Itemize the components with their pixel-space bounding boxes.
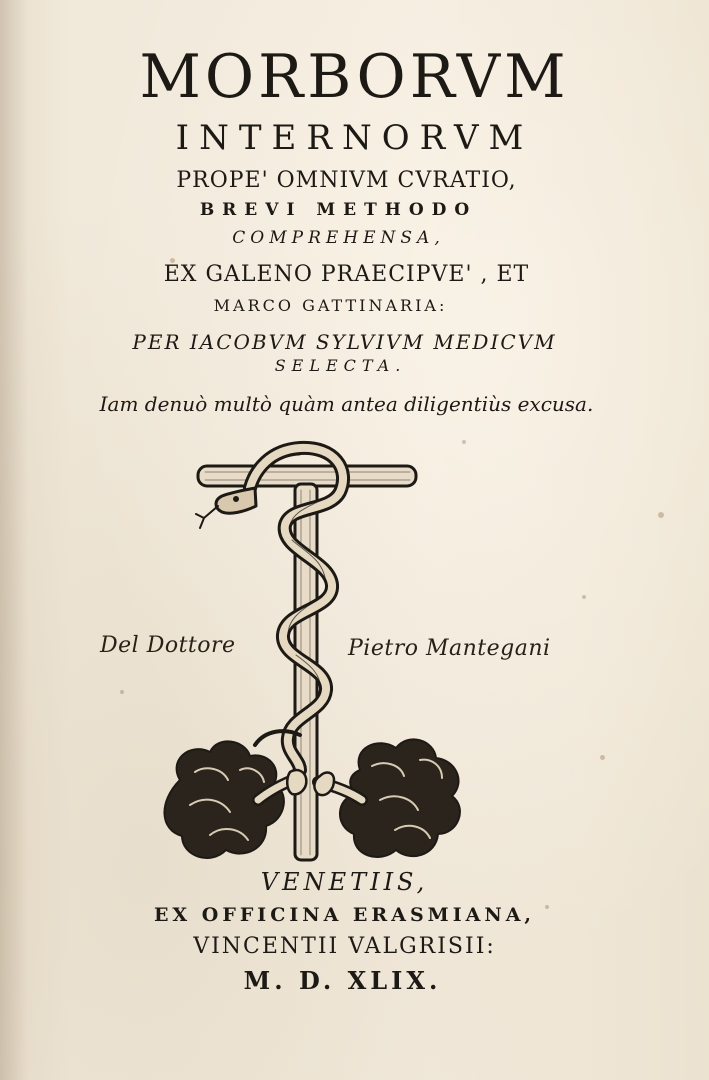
serpent-eye	[234, 497, 239, 502]
imprint-city: VENETIIS,	[260, 868, 429, 896]
title-line-iam-denuo: Iam denuò multò quàm antea diligentiùs excusa.	[99, 392, 594, 416]
imprint-officina: EX OFFICINA ERASMIANA,	[153, 904, 536, 926]
serpent-tongue	[196, 506, 218, 528]
handwritten-inscription-right: Pietro Mantegani	[348, 636, 551, 661]
handwritten-inscription-left: Del Dottore	[100, 633, 236, 658]
title-line-comprehensa: COMPREHENSA,	[232, 228, 445, 248]
imprint-printer: VINCENTII VALGRISII:	[193, 934, 496, 959]
left-hand	[287, 770, 306, 794]
title-line-selecta: SELECTA.	[274, 356, 407, 375]
title-line-internorum: INTERNORVM	[175, 118, 534, 158]
title-line-marco-gattinaria: MARCO GATTINARIA:	[213, 296, 448, 315]
title-line-ex-galeno: EX GALENO PRAECIPVE' , ET	[163, 262, 530, 287]
title-line-per-iacobum: PER IACOBVM SYLVIVM MEDICVM	[132, 330, 557, 354]
title-line-brevi-methodo: BREVI METHODO	[199, 200, 478, 220]
title-line-prope-omnium-curatio: PROPE' OMNIVM CVRATIO,	[176, 168, 517, 193]
title-line-morborum: MORBORVM	[139, 42, 570, 112]
imprint-year: M. D. XLIX.	[243, 966, 442, 995]
